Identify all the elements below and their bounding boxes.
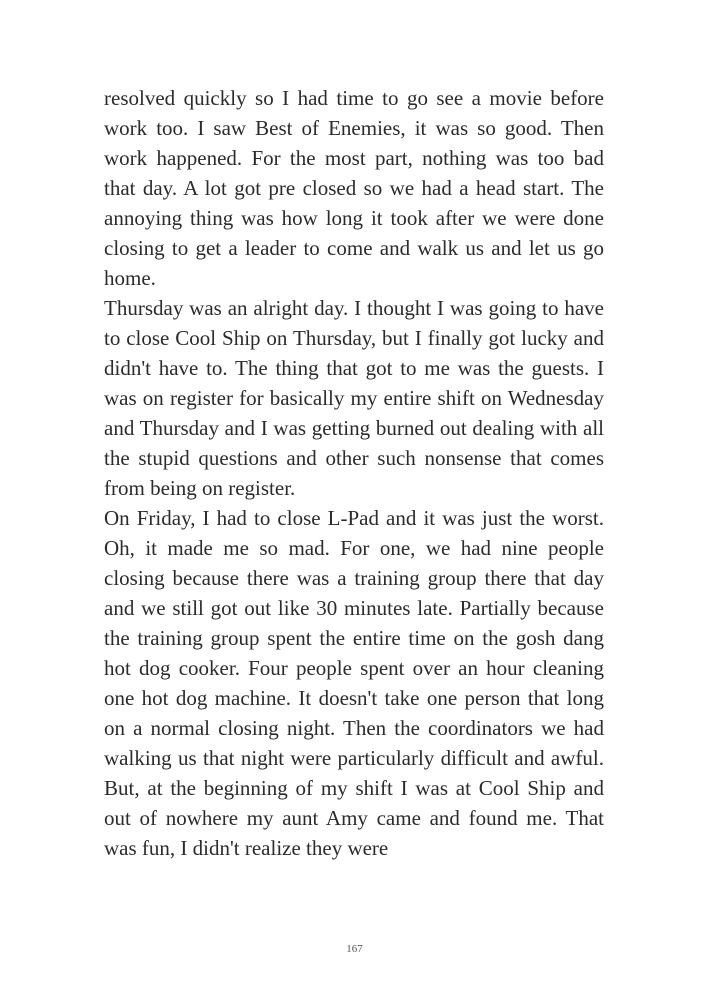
paragraph-2: Thursday was an alright day. I thought I was going to have to close Cool Ship on Thursday, but I finally got lucky and didn't have to. The thing that got to me was the guests. I was on register for basically my entire shift on Wednesday and Thursday and I was getting burned out dealing with all the stupid questions and other such nonsense that comes from being on register. bbox=[104, 296, 604, 500]
page-number: 167 bbox=[346, 943, 363, 955]
body-text bbox=[104, 83, 604, 863]
paragraph-3: On Friday, I had to close L-Pad and it was just the worst. Oh, it made me so mad. For one, we had nine people closing because there was a training group there that day and we still got out like 30 minutes late. Partially because the training group spent the entire time on the gosh dang hot dog cooker. Four people spent over an hour cleaning one hot dog machine. It doesn't take one person that long on a normal closing night. Then the coordinators we had walking us that night were particularly difficult and awful. But, at the beginning of my shift I was at Cool Ship and out of nowhere my aunt Amy came and found me. That was fun, I didn't realize they were bbox=[104, 506, 604, 860]
paragraph-1: resolved quickly so I had time to go see a movie before work too. I saw Best of Enemies, it was so good. Then work happened. For the most part, nothing was too bad that day. A lot got pre closed so we had a head start. The annoying thing was how long it took after we were done closing to get a leader to come and walk us and let us go home. bbox=[104, 86, 604, 290]
